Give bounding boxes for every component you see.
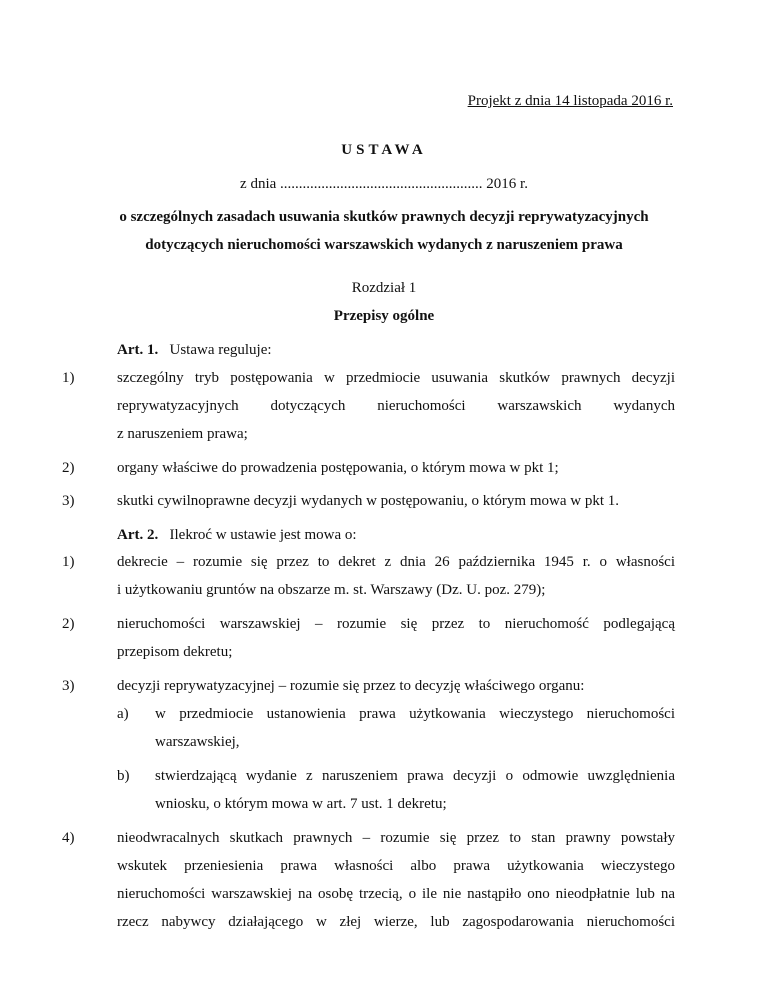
art1-p3-line-1: skutki cywilnoprawne decyzji wydanych w postępowaniu, o którym mowa w pkt 1. — [117, 493, 619, 509]
act-title: USTAWA — [341, 142, 427, 158]
art2-pa-letter: a) — [117, 706, 129, 722]
art1-p3-number: 3) — [62, 493, 75, 509]
art1-heading — [117, 341, 272, 359]
art2-p1-number: 1) — [62, 554, 75, 570]
art2-p2-number: 2) — [62, 616, 75, 632]
act-subject-line-2: dotyczących nieruchomości warszawskich wydanych z naruszeniem prawa — [145, 237, 623, 253]
art1-label: Art. 1. — [117, 342, 159, 358]
act-subject-line-1: o szczególnych zasadach usuwania skutków prawnych decyzji reprywatyzacyjnych — [119, 209, 649, 225]
art2-p2-line-1: nieruchomości warszawskiej – rozumie się przez to nieruchomość podlegającą — [117, 616, 675, 632]
art1-p2-line-1: organy właściwe do prowadzenia postępowania, o którym mowa w pkt 1; — [117, 460, 559, 476]
art2-pb-line-2: wniosku, o którym mowa w art. 7 ust. 1 dekretu; — [155, 796, 447, 812]
act-date-line: z dnia ...................................................... 2016 r. — [240, 176, 528, 192]
art2-p4-line-4: rzecz nabywcy działającego w złej wierze, lub zagospodarowania nieruchomości — [117, 914, 675, 930]
art2-pb-line-1: stwierdzającą wydanie z naruszeniem prawa decyzji o odmowie uwzględnienia — [155, 768, 675, 784]
art1-p2-number: 2) — [62, 460, 75, 476]
project-date: Projekt z dnia 14 listopada 2016 r. — [467, 93, 673, 109]
art1-p1-line-2: reprywatyzacyjnych dotyczących nieruchomości warszawskich wydanych — [117, 398, 675, 414]
art2-p4-line-3: nieruchomości warszawskiej na osobę trzecią, o ile nie nastąpiło ono nieodpłatnie lub na — [117, 886, 675, 902]
art2-p4-line-1: nieodwracalnych skutkach prawnych – rozumie się przez to stan prawny powstały — [117, 830, 675, 846]
art1-intro: Ustawa reguluje: — [169, 342, 272, 358]
chapter-label: Rozdział 1 — [351, 280, 417, 296]
art2-pb-letter: b) — [117, 768, 130, 784]
art2-p4-line-2: wskutek przeniesienia prawa własności albo prawa użytkowania wieczystego — [117, 858, 675, 874]
chapter-name: Przepisy ogólne — [333, 308, 435, 324]
art2-p3-line-1: decyzji reprywatyzacyjnej – rozumie się przez to decyzję właściwego organu: — [117, 678, 585, 694]
art2-p3-number: 3) — [62, 678, 75, 694]
art2-p1-line-2: i użytkowaniu gruntów na obszarze m. st. Warszawy (Dz. U. poz. 279); — [117, 582, 546, 598]
art2-p2-line-2: przepisom dekretu; — [117, 644, 233, 660]
art2-p4-number: 4) — [62, 830, 75, 846]
art2-pa-line-2: warszawskiej, — [155, 734, 240, 750]
art2-p1-line-1: dekrecie – rozumie się przez to dekret z dnia 26 października 1945 r. o własności — [117, 554, 675, 570]
art1-p1-number: 1) — [62, 370, 75, 386]
art2-label: Art. 2. — [117, 527, 159, 543]
art1-p1-line-3: z naruszeniem prawa; — [117, 426, 248, 442]
art2-heading — [117, 526, 357, 544]
art2-intro: Ilekroć w ustawie jest mowa o: — [169, 527, 357, 543]
art1-p1-line-1: szczególny tryb postępowania w przedmiocie usuwania skutków prawnych decyzji — [117, 370, 675, 386]
art2-pa-line-1: w przedmiocie ustanowienia prawa użytkowania wieczystego nieruchomości — [155, 706, 675, 722]
